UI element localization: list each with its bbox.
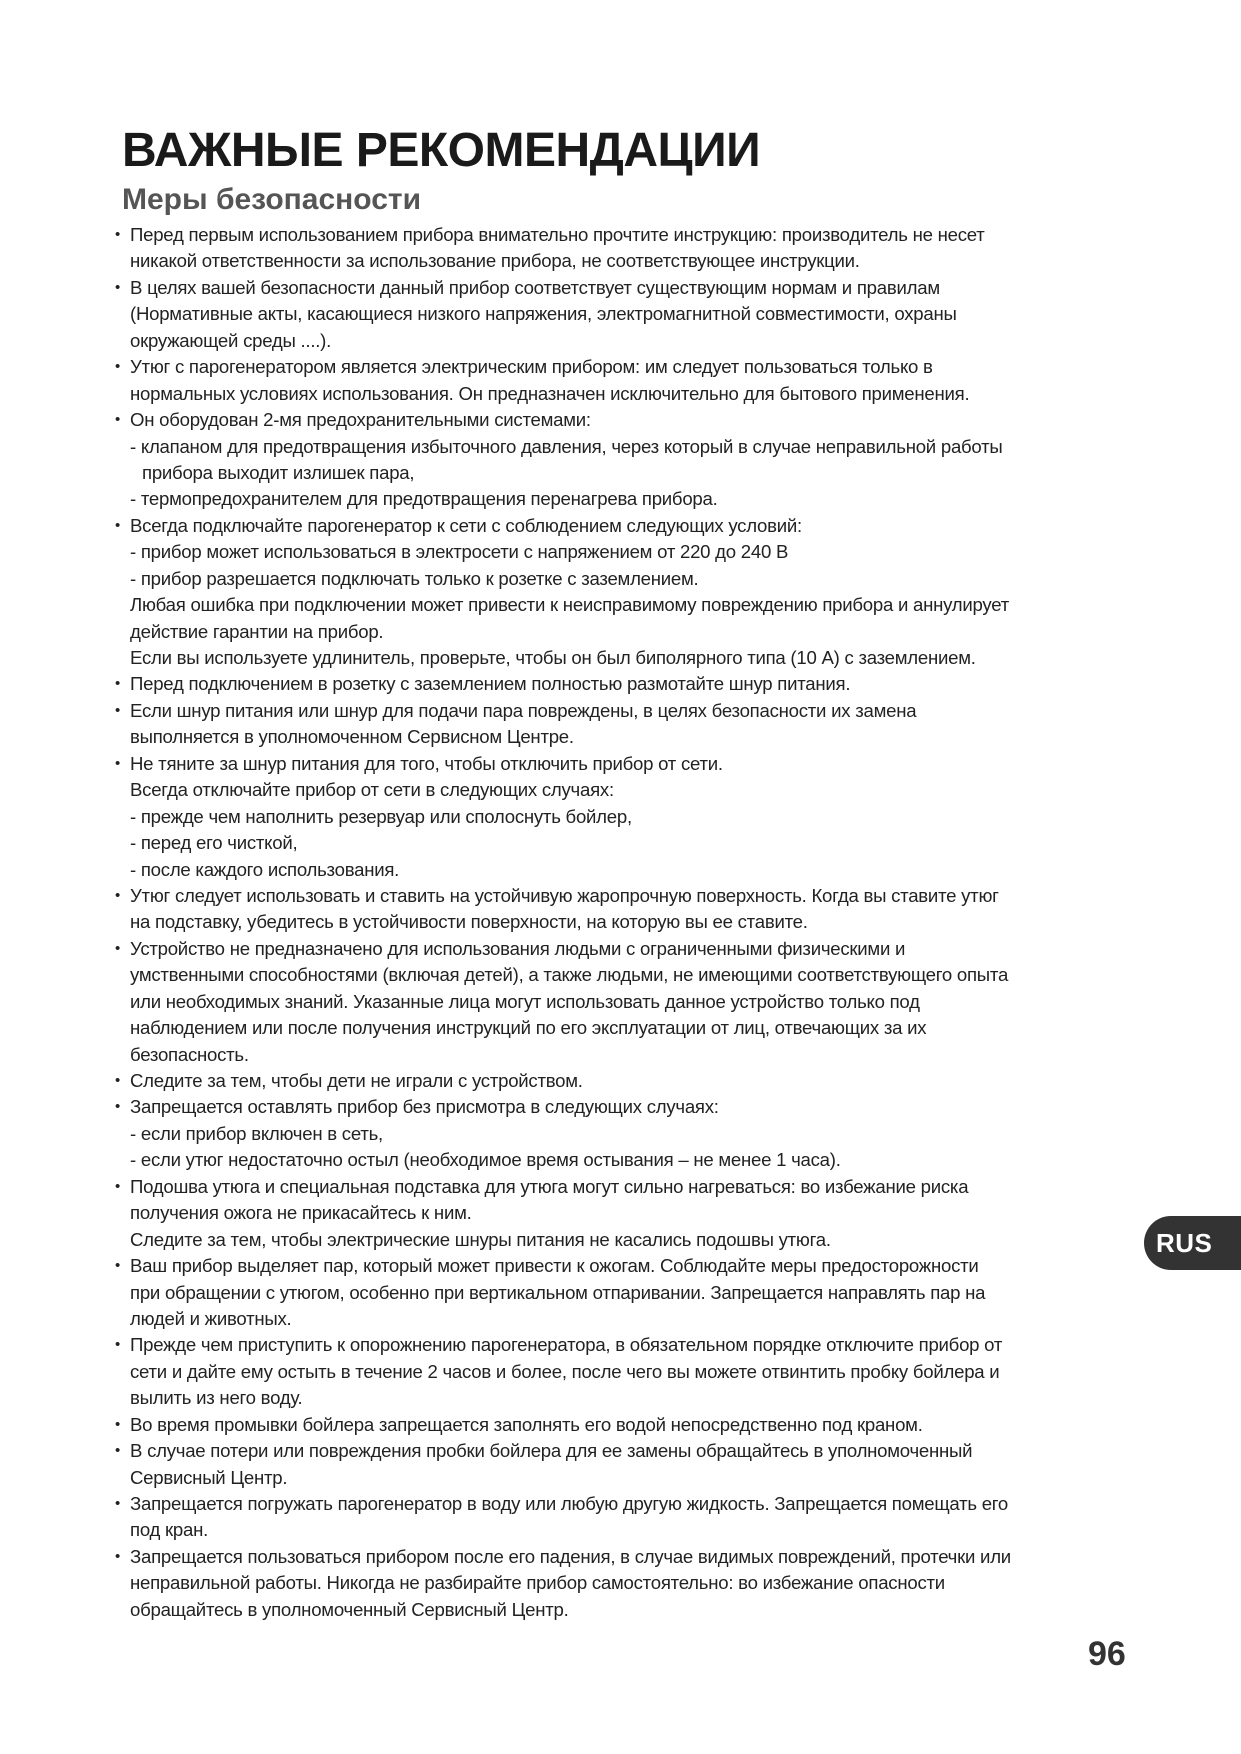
text-line: Следите за тем, чтобы электрические шнуры питания не касались подошвы утюга.: [130, 1228, 831, 1250]
bullet-line: • Не тяните за шнур питания для того, чтобы отключить прибор от сети.: [113, 751, 1143, 777]
text-line: - если утюг недостаточно остыл (необходимое время остывания – не менее 1 часа).: [130, 1149, 841, 1171]
text-line: - перед его чисткой,: [130, 832, 298, 854]
text-line: прибора выходит излишек пара,: [142, 461, 415, 483]
text-line: людей и животных.: [130, 1307, 292, 1329]
text-line: никакой ответственности за использование прибора, не соответствующее инструкции.: [130, 250, 860, 272]
page-title: ВАЖНЫЕ РЕКОМЕНДАЦИИ: [122, 124, 761, 177]
text-line: получения ожога не прикасайтесь к ним.: [130, 1202, 472, 1224]
bullet-line: • Перед подключением в розетку с заземлением полностью размотайте шнур питания.: [113, 671, 1143, 697]
text-line: - прибор разрешается подключать только к розетке с заземлением.: [130, 567, 699, 589]
section-subtitle: Меры безопасности: [122, 183, 422, 216]
bullet-line: • Он оборудован 2-мя предохранительными системами:: [113, 407, 1143, 433]
text-line: - клапаном для предотвращения избыточного давления, через который в случае неправильной работы: [130, 435, 1003, 457]
language-tab: RUS: [1144, 1216, 1241, 1270]
text-line: обращайтесь в уполномоченный Сервисный Центр.: [130, 1598, 569, 1620]
text-line: - термопредохранителем для предотвращения перенагрева прибора.: [130, 488, 718, 510]
bullet-line: • Следите за тем, чтобы дети не играли с устройством.: [113, 1068, 1143, 1094]
text-line: - после каждого использования.: [130, 858, 400, 880]
bullet-line: • В случае потери или повреждения пробки бойлера для ее замены обращайтесь в уполномоченный: [113, 1438, 1143, 1464]
text-line: наблюдением или после получения инструкций по его эксплуатации от лиц, отвечающих за их: [130, 1017, 927, 1039]
text-line: - прибор может использоваться в электросети с напряжением от 220 до 240 В: [130, 541, 789, 563]
text-line: или необходимых знаний. Указанные лица могут использовать данное устройство только под: [130, 990, 920, 1012]
bullet-line: • Прежде чем приступить к опорожнению парогенератора, в обязательном порядке отключите прибор от: [113, 1332, 1143, 1358]
bullet-line: • Перед первым использованием прибора внимательно прочтите инструкцию: производитель не несет: [113, 222, 1143, 248]
bullet-line: • Подошва утюга и специальная подставка для утюга могут сильно нагреваться: во избежание риска: [113, 1174, 1143, 1200]
bullet-line: • Ваш прибор выделяет пар, который может привести к ожогам. Соблюдайте меры предосторожности: [113, 1253, 1143, 1279]
bullet-line: • Утюг с парогенератором является электрическим прибором: им следует пользоваться только в: [113, 354, 1143, 380]
text-line: выполняется в уполномоченном Сервисном Центре.: [130, 726, 574, 748]
text-line: Если вы используете удлинитель, проверьте, чтобы он был биполярного типа (10 А) с заземлением.: [130, 647, 976, 668]
bullet-line: • Во время промывки бойлера запрещается заполнять его водой непосредственно под краном.: [113, 1412, 1143, 1438]
bullet-line: • Запрещается погружать парогенератор в воду или любую другую жидкость. Запрещается помещать его: [113, 1491, 1143, 1517]
text-line: вылить из него воду.: [130, 1387, 303, 1409]
text-line: - прежде чем наполнить резервуар или сполоснуть бойлер,: [130, 805, 632, 827]
text-line: Всегда отключайте прибор от сети в следующих случаях:: [130, 779, 614, 801]
text-line: действие гарантии на прибор.: [130, 620, 384, 642]
text-line: на подставку, убедитесь в устойчивости поверхности, на которую вы ее ставите.: [130, 911, 808, 933]
bullet-line: • Запрещается оставлять прибор без присмотра в следующих случаях:: [113, 1094, 1143, 1120]
text-line: неправильной работы. Никогда не разбирайте прибор самостоятельно: во избежание опасности: [130, 1572, 945, 1594]
bullet-line: • Запрещается пользоваться прибором после его падения, в случае видимых повреждений, протечки или: [113, 1544, 1143, 1570]
text-line: Любая ошибка при подключении может привести к неисправимому повреждению прибора и аннулирует: [130, 594, 1009, 616]
bullet-line: • Устройство не предназначено для использования людьми с ограниченными физическими и: [113, 936, 1143, 962]
text-line: - если прибор включен в сеть,: [130, 1122, 383, 1144]
text-line: Сервисный Центр.: [130, 1466, 288, 1488]
bullet-line: • Всегда подключайте парогенератор к сети с соблюдением следующих условий:: [113, 513, 1143, 539]
page-number: 96: [1088, 1635, 1126, 1673]
text-line: при обращении с утюгом, особенно при вертикальном отпаривании. Запрещается направлять пар на: [130, 1281, 986, 1303]
safety-instructions-text: [113, 222, 1143, 1623]
text-line: сети и дайте ему остыть в течение 2 часов и более, после чего вы можете отвинтить пробку бойлера и: [130, 1360, 1000, 1382]
text-line: умственными способностями (включая детей), а также людьми, не имеющими соответствующего опыта: [130, 964, 1009, 986]
bullet-line: • Утюг следует использовать и ставить на устойчивую жаропрочную поверхность. Когда вы ставите утюг: [113, 883, 1143, 909]
text-line: безопасность.: [130, 1043, 249, 1065]
bullet-line: • В целях вашей безопасности данный прибор соответствует существующим нормам и правилам: [113, 275, 1143, 301]
text-line: (Нормативные акты, касающиеся низкого напряжения, электромагнитной совместимости, охраны: [130, 303, 957, 325]
text-line: окружающей среды ....).: [130, 329, 332, 351]
text-line: под кран.: [130, 1519, 209, 1541]
text-line: нормальных условиях использования. Он предназначен исключительно для бытового применения.: [130, 382, 970, 404]
bullet-line: • Если шнур питания или шнур для подачи пара повреждены, в целях безопасности их замена: [113, 698, 1143, 724]
